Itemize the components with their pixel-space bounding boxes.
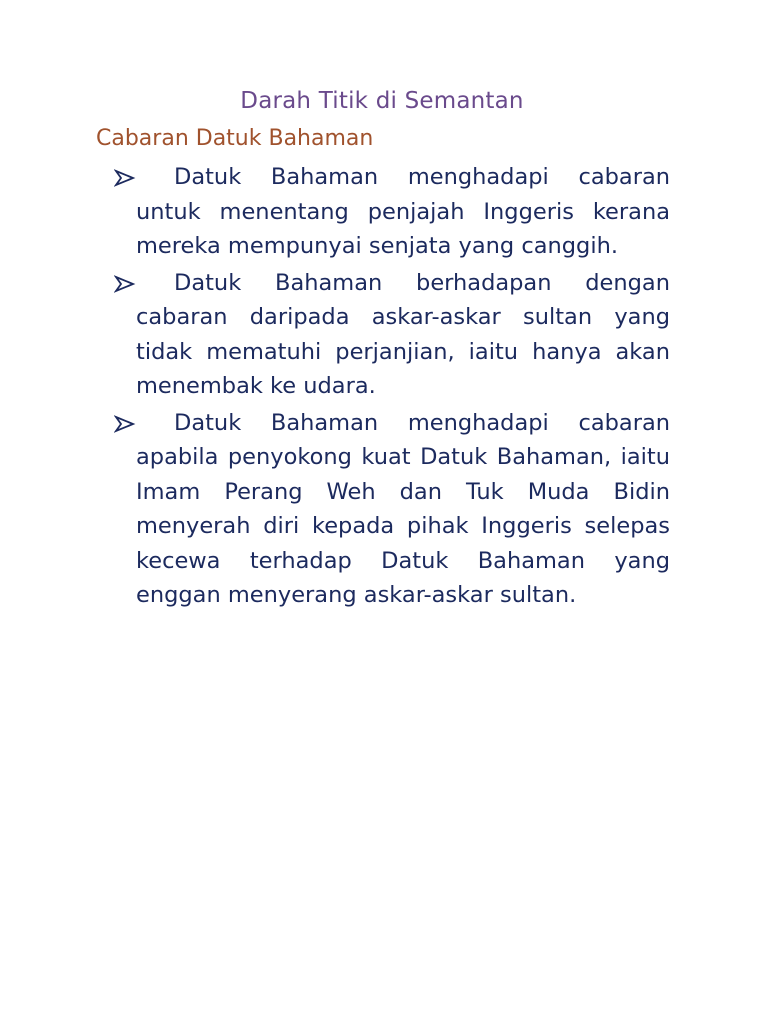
list-item-text: Datuk Bahaman berhadapan dengan cabaran daripada askar-askar sultan yang tidak mematuhi perjanjian, iaitu hanya akan menembak ke udara. — [136, 269, 670, 399]
arrowhead-bullet-icon — [114, 415, 136, 433]
list-item-text: Datuk Bahaman menghadapi cabaran untuk menentang penjajah Inggeris kerana mereka mempunyai senjata yang canggih. — [136, 164, 670, 259]
list-item — [114, 406, 670, 613]
arrowhead-bullet-icon — [114, 275, 136, 293]
arrowhead-bullet-icon — [114, 169, 136, 187]
list-item-text: Datuk Bahaman menghadapi cabaran apabila penyokong kuat Datuk Bahaman, iaitu Imam Perang Weh dan Tuk Muda Bidin menyerah diri kepada pihak Inggeris selepas kecewa terhadap Datuk Bahaman yang enggan menyerang askar-askar sultan. — [136, 409, 670, 608]
document-title: Darah Titik di Semantan — [240, 88, 524, 114]
list-item — [114, 160, 670, 264]
list-item — [114, 266, 670, 404]
section-heading: Cabaran Datuk Bahaman — [96, 126, 374, 151]
bullet-list — [114, 160, 670, 615]
